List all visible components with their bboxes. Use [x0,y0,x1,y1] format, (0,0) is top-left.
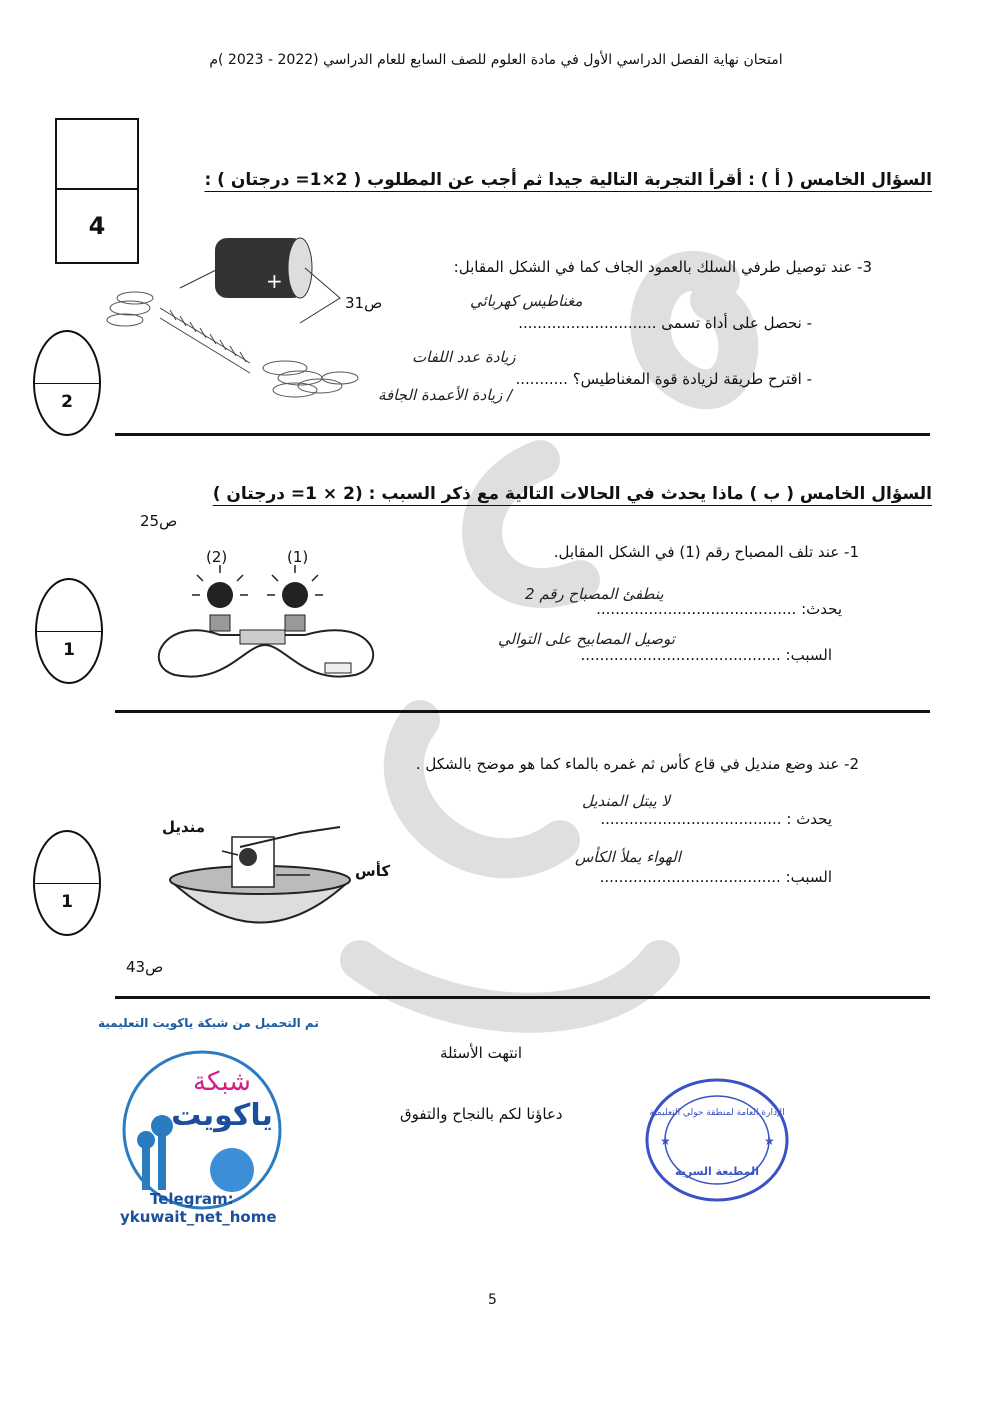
q5a-page-ref: ص31 [345,294,383,312]
q5b1-score: 1 [63,640,75,660]
q5b-happens1: يحدث: .......................................... [596,600,842,618]
electromagnet-figure [100,228,370,418]
divider [115,433,930,436]
q5a-line2: - اقترح طريقة لزيادة قوة المغناطيس؟ ........... [515,370,812,388]
q5a-answer2b: / زيادة الأعمدة الجافة [378,386,513,404]
q5b-happens1-answer: ينطفئ المصباح رقم 2 [525,585,664,603]
q5a-answer2a: زيادة عدد اللفات [412,348,516,366]
q5a-item3: 3- عند توصيل طرفي السلك بالعمود الجاف كما في الشكل المقابل: [453,258,872,276]
glass-label: كأس [355,862,391,880]
q5a-title: السؤال الخامس ( أ ) : أقرأ التجربة التالية جيدا ثم أجب عن المطلوب ( 2×1= درجتان ) : [204,170,932,190]
official-stamp [642,1075,792,1205]
q5b-page-ref2: ص43 [126,958,164,976]
wish-text: دعاؤنا لكم بالنجاح والتفوق [400,1105,563,1123]
telegram-handle: ykuwait_net_home [120,1208,277,1226]
telegram-label: Telegram: [150,1190,234,1208]
stamp-text: الإدارة العامة لمنطقة حولي التعليمية [649,1108,785,1118]
q5a-score: 2 [61,392,73,412]
stamp-bottom: المطبعة السرية [675,1165,759,1178]
logo-text-top: شبكة [193,1067,251,1097]
lamp2-label: (2) [206,548,228,566]
q5b-happens2: يحدث : ...................................... [600,810,832,828]
glass-napkin-figure [160,825,360,965]
q5b2-score: 1 [61,892,73,912]
q5b-reason1: السبب: .......................................... [580,646,832,664]
end-text: انتهت الأسئلة [440,1044,523,1062]
q5b-happens2-answer: لا يبتل المنديل [582,792,671,810]
q5b-title: السؤال الخامس ( ب ) ماذا يحدث في الحالات التالية مع ذكر السبب : (2 × 1= درجتان ) [212,484,932,504]
total-score: 4 [88,212,106,240]
page-number: 5 [488,1292,497,1308]
napkin-label: منديل [162,818,206,836]
q5b1-score-oval [35,578,103,684]
battery-plus: + [266,269,283,293]
q5a-line1: - نحصل على أداة تسمى ............................. [518,314,812,332]
q5b-reason2-answer: الهواء يملأ الكأس [575,848,681,866]
q5a-score-oval [33,330,101,436]
q5a-answer1: مغناطيس كهربائي [470,292,583,310]
divider-2 [115,710,930,713]
logo-text-main: ياكويت [171,1098,273,1133]
svg-text:★: ★ [660,1134,671,1148]
q5b-reason2: السبب: ...................................... [599,868,832,886]
q5b2-score-oval [33,830,101,936]
download-note: تم التحميل من شبكة ياكويت التعليمية [98,1016,319,1030]
q5b-reason1-answer: توصيل المصابيح على التوالي [498,630,675,648]
exam-header: امتحان نهاية الفصل الدراسي الأول في مادة العلوم للصف السابع للعام الدراسي (2022 - 2023 )م [209,52,783,68]
q5b-item1: 1- عند تلف المصباح رقم (1) في الشكل المقابل. [553,543,859,561]
lamp1-label: (1) [287,548,309,566]
divider-3 [115,996,930,999]
series-circuit-figure [145,545,385,685]
svg-text:★: ★ [764,1134,775,1148]
q5b-item2: 2- عند وضع منديل في قاع كأس ثم غمره بالماء كما هو موضح بالشكل . [415,755,859,773]
q5b-page-ref: ص25 [140,512,178,530]
